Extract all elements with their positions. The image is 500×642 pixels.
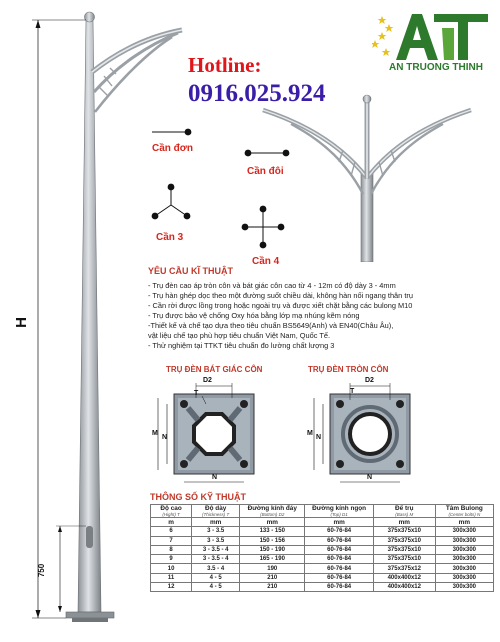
- table-row: [151, 545, 494, 554]
- height-label: H: [12, 317, 30, 328]
- table-header-cell: Độ cao (Hight) T: [151, 505, 192, 518]
- double-arm-pole-drawing: [255, 82, 500, 262]
- table-cell: mm: [373, 518, 435, 527]
- table-cell: 300x300: [435, 564, 493, 573]
- table-cell: mm: [305, 518, 374, 527]
- spec-item: vật liệu chế tạo phù hợp tiêu chuẩn Việt Nam, Quốc Tế.: [148, 331, 331, 340]
- table-cell: 60-76-84: [305, 536, 374, 545]
- table-row: [151, 555, 494, 564]
- table-header-cell: Đế trụ (Bass) M: [373, 505, 435, 518]
- table-header-cell: Độ dày (Thickness) T: [192, 505, 240, 518]
- table-row: [151, 583, 494, 592]
- table-cell: mm: [435, 518, 493, 527]
- logo-letter-a: [396, 14, 438, 60]
- hotline-label: Hotline:: [188, 53, 262, 77]
- spec-item: - Trụ hàn ghép dọc theo một đường suốt chiều dài, không hàn nối ngang thân trụ: [148, 291, 413, 300]
- spec-list: [148, 281, 494, 351]
- table-cell: 300x300: [435, 545, 493, 554]
- table-row: [151, 564, 494, 573]
- table-cell: 190: [240, 564, 305, 573]
- table-cell: 375x375x10: [373, 536, 435, 545]
- round-base-hole: [350, 414, 390, 454]
- round-n-label: N: [316, 434, 322, 441]
- table-cell: 165 - 190: [240, 555, 305, 564]
- spec-title: YÊU CẦU KĨ THUẬT: [148, 266, 233, 276]
- table-units-row: [151, 518, 494, 527]
- table-cell: 3 - 3.5 - 4: [192, 545, 240, 554]
- table-cell: 8: [151, 545, 192, 554]
- table-cell: 3 - 3.5 - 4: [192, 555, 240, 564]
- spec-item: - Cần rời được lồng trong hoặc ngoài trụ và được xiết chặt bằng các bulong M10: [148, 301, 413, 310]
- table-cell: 60-76-84: [305, 555, 374, 564]
- table-row: [151, 573, 494, 582]
- round-base-diagram: [300, 374, 440, 490]
- table-title: THÔNG SỐ KỸ THUẬT: [150, 492, 246, 502]
- table-cell: m: [151, 518, 192, 527]
- octagonal-d2-label: D2: [203, 377, 212, 384]
- octagonal-m-label: M: [152, 430, 158, 437]
- table-cell: 400x400x12: [373, 583, 435, 592]
- brand-name: AN TRUONG THINH: [389, 62, 483, 73]
- round-m-label: M: [307, 430, 313, 437]
- table-cell: 133 - 150: [240, 527, 305, 536]
- round-base-title: TRỤ ĐÈN TRÒN CÔN: [308, 365, 389, 374]
- table-row: [151, 527, 494, 536]
- table-cell: 3 - 3.5: [192, 527, 240, 536]
- arm-type-single-icon: [150, 125, 194, 139]
- table-cell: 60-76-84: [305, 573, 374, 582]
- spec-table: [150, 504, 494, 592]
- table-cell: 300x300: [435, 536, 493, 545]
- round-d2-label: D2: [365, 377, 374, 384]
- table-cell: mm: [192, 518, 240, 527]
- octagonal-n-bottom-label: N: [212, 474, 218, 481]
- octagonal-t-label: T: [194, 390, 199, 397]
- arm-type-single-label: Cần đơn: [152, 143, 193, 154]
- octagonal-n-label: N: [162, 434, 168, 441]
- table-cell: 3.5 - 4: [192, 564, 240, 573]
- star-icons: [372, 16, 393, 56]
- table-header-cell: Tâm Bulong (Center bolts) N: [435, 505, 493, 518]
- spec-item: - Trụ được bảo vệ chống Oxy hóa bằng lớp mạ nhúng kẽm nóng: [148, 311, 360, 320]
- table-cell: 60-76-84: [305, 527, 374, 536]
- double-arm-top-knob: [363, 95, 371, 103]
- round-t-label: T: [350, 388, 355, 395]
- table-row: [151, 536, 494, 545]
- pole-base-plate: [66, 612, 114, 618]
- octagonal-base-hole: [194, 414, 234, 454]
- table-cell: 375x375x10: [373, 545, 435, 554]
- logo-letter-t: [434, 14, 488, 60]
- table-cell: 60-76-84: [305, 583, 374, 592]
- table-cell: 300x300: [435, 583, 493, 592]
- base-height-label: 750: [37, 563, 47, 578]
- pole-top-knob: [85, 12, 95, 22]
- table-cell: 375x375x12: [373, 564, 435, 573]
- table-cell: 400x400x12: [373, 573, 435, 582]
- table-cell: 3 - 3.5: [192, 536, 240, 545]
- table-cell: 210: [240, 573, 305, 582]
- arm-type-quad-label: Cần 4: [252, 256, 280, 267]
- table-header-cell: Đường kính ngọn (Top) D1: [305, 505, 374, 518]
- table-cell: 7: [151, 536, 192, 545]
- table-cell: 4 - 5: [192, 573, 240, 582]
- arm-type-triple-icon: [148, 182, 194, 228]
- spec-item: - Thử nghiệm tại TTKT tiêu chuẩn đo lường chất lượng 3: [148, 341, 335, 350]
- table-cell: 300x300: [435, 573, 493, 582]
- octagonal-base-title: TRỤ ĐÈN BÁT GIÁC CÔN: [166, 365, 263, 374]
- table-cell: 4 - 5: [192, 583, 240, 592]
- pole-hand-hole: [86, 526, 93, 548]
- table-cell: 300x300: [435, 527, 493, 536]
- arm-type-double-label: Cần đôi: [247, 166, 284, 177]
- spec-item: - Trụ đèn cao áp tròn côn và bát giác côn cao từ 4 - 12m có độ dày 3 - 4mm: [148, 281, 396, 290]
- table-cell: 10: [151, 564, 192, 573]
- table-cell: 210: [240, 583, 305, 592]
- table-cell: 375x375x10: [373, 555, 435, 564]
- table-cell: 11: [151, 573, 192, 582]
- table-cell: 150 - 190: [240, 545, 305, 554]
- table-cell: 12: [151, 583, 192, 592]
- table-cell: 9: [151, 555, 192, 564]
- table-cell: 150 - 156: [240, 536, 305, 545]
- round-n-bottom-label: N: [367, 474, 373, 481]
- table-cell: 375x375x10: [373, 527, 435, 536]
- octagonal-base-diagram: [150, 374, 290, 490]
- table-cell: 300x300: [435, 555, 493, 564]
- spec-item: -Thiết kế và chế tạo dựa theo tiêu chuẩn BS5649(Anh) và EN40(Châu Âu),: [148, 321, 394, 330]
- table-header-row: [151, 505, 494, 518]
- double-arm-pole-shaft: [361, 172, 373, 262]
- arm-type-triple-label: Cần 3: [156, 232, 184, 243]
- table-cell: 6: [151, 527, 192, 536]
- table-cell: 60-76-84: [305, 564, 374, 573]
- table-header-cell: Đường kính đáy (Bottom) D2: [240, 505, 305, 518]
- table-cell: 60-76-84: [305, 545, 374, 554]
- hotline-number[interactable]: 0916.025.924: [188, 80, 326, 107]
- table-cell: mm: [240, 518, 305, 527]
